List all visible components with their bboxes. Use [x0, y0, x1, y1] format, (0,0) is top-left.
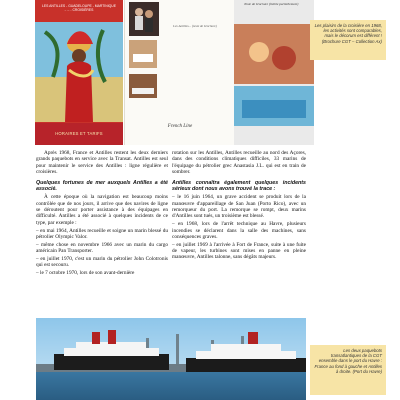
- caption-box-top: Les plaisirs de la croisière en 1968, les activités sont comparables, mais le décorum est différent ! (Brochure CGT – Collection Ax): [310, 20, 386, 60]
- brochure-right-caption: Texte de brochure (lisible partiellement): [244, 2, 299, 6]
- paragraph-1: À cette époque où la navigation est beaucoup moins contrôlée que de nos jours, il arrive que des navires de ligne se déroutent pour porter assistance à des équipages en difficulté. Antilles a été associé à quelques incidents de ce type, par exemple :: [36, 194, 168, 226]
- photo-buffet: [234, 24, 314, 84]
- brochure-cover-illustration: [35, 22, 123, 122]
- caption-box-bottom: Les deux paquebots transatlantiques de la CGT ensemble dans le port du Havre : France au fond à gauche et Antilles à droite. (Port du Havre): [310, 345, 386, 395]
- paragraph-r1: rotation sur les Antilles, Antilles recueille au nord des Açores, dans des conditions climatiques difficiles, 33 marins de l'équipage du pétrolier grec Anastasia J.L. qui est en train de sombrer.: [172, 150, 306, 176]
- woman-illustration: [35, 22, 123, 122]
- photo-dancers: [129, 2, 159, 36]
- bullet-r2: – le 16 juin 1964, un grave accident se produit lors de la manœuvre d'appareillage de San Juan (Porto Rico), avec un remorqueur du port. La remorque se rompt, deux marins d'Antilles sont tués, un troisième est blessé.: [172, 194, 306, 220]
- bullet-r4: – en juillet 1969 à l'arrivée à Fort de France, suite à une fuite de vapeur, les turbines sont mises en panne en pleine manœuvre, Antilles talonne, sans dégâts majeurs.: [172, 241, 306, 261]
- article-intro: Après 1968, France et Antilles restent les deux derniers grands paquebots en service avec la Transat. Antilles est seul pour maintenir le service des Antilles : ligne régulière et croisières.: [36, 150, 168, 176]
- harbor-scene: [36, 318, 306, 400]
- article-column-right: [172, 150, 306, 262]
- brochure-right-page: [234, 0, 314, 145]
- section-heading-2: Antilles connaîtra également quelques incidents sérieux dont nous avons trouvé la trace :: [172, 180, 306, 193]
- brochure-cover-footer-text: HORAIRES ET TARIFS: [55, 131, 103, 136]
- section-heading-1: Quelques fortunes de mer auxquels Antilles a été associé.: [36, 180, 168, 193]
- brochure-inner-page: [124, 0, 235, 145]
- brochure-cover-image: [35, 0, 123, 145]
- harbor-photo: [36, 318, 306, 400]
- photo-pool: [234, 86, 314, 126]
- bullet-4: – le 7 octobre 1970, lors de son avant-dernière: [36, 270, 135, 277]
- brochure-brand: French Line: [167, 124, 193, 129]
- bullet-2: – même chose en novembre 1966 avec un marin du cargo américain Pan Transporter.: [36, 241, 168, 255]
- photo-cabin: [129, 40, 157, 68]
- bullet-r3: – en 1968, lors de l'arrêt technique au Havre, plusieurs incendies se déclarent dans la salle des machines, sans conséquences graves.: [172, 221, 306, 240]
- article-column-left: [36, 150, 168, 278]
- brochure-cover-text: LES ANTILLES - GUADELOUPE - MARTINIQUE - ... - CROISIÈRES: [42, 4, 116, 13]
- brochure-inner-text: Les Antilles... (texte de brochure): [173, 24, 217, 28]
- bullet-3: – en juillet 1970, c'est un marin du pétrolier John Colotronis qui est secouru.: [36, 255, 168, 269]
- photo-dining: [129, 74, 157, 98]
- bullet-1: – en mai 1964, Antilles recueille et soigne un marin blessé du pétrolier Olympic Valor.: [36, 227, 168, 240]
- brochure-cover-footer: [35, 123, 123, 145]
